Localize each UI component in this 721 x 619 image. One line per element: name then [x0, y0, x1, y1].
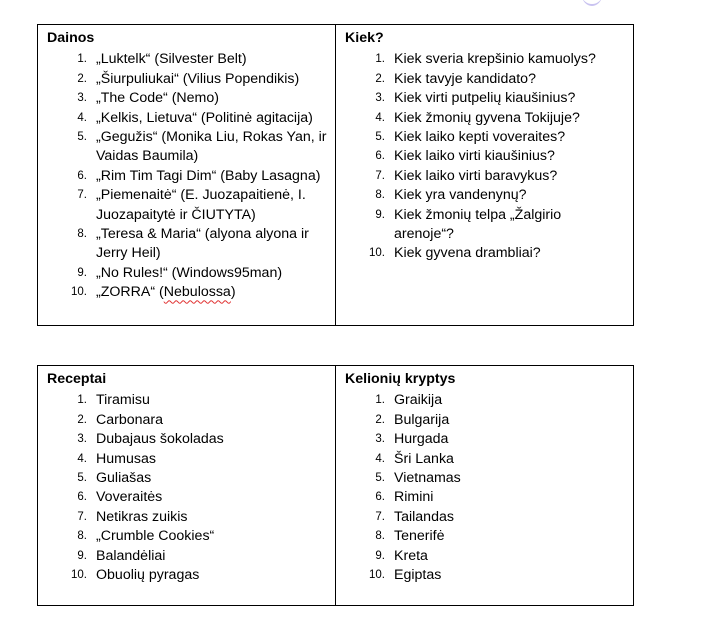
list-item: 7. Tailandas — [375, 508, 454, 525]
travel-cell — [336, 366, 634, 606]
list-item: 7. „Piemenaitė“ (E. Juozapaitienė, I. Juozapaitytė ir ČIUTYTA) — [77, 187, 306, 223]
songs-questions-table — [37, 24, 634, 326]
list-item: 3. Kiek virti putpelių kiaušinius? — [375, 90, 576, 107]
list-item: 4. Šri Lanka — [375, 450, 454, 467]
list-item: 9. Balandėliai — [77, 547, 166, 564]
list-item: 5. Vietnamas — [375, 470, 461, 487]
songs-heading: Dainos — [47, 30, 95, 46]
travel-heading: Kelionių kryptys — [345, 371, 456, 387]
list-item: 1. Tiramisu — [77, 392, 150, 409]
list-item: 7. Kiek laiko virti baravykus? — [375, 167, 558, 184]
list-item: 4. Kiek žmonių gyvena Tokijuje? — [375, 109, 580, 126]
list-item: 6. „Rim Tim Tagi Dim“ (Baby Lasagna) — [77, 167, 321, 184]
songs-list — [47, 50, 327, 302]
list-item: 5. „Gegužis“ (Monika Liu, Rokas Yan, ir Vaidas Baumila) — [77, 129, 327, 165]
list-item: 7. Netikras zuikis — [77, 508, 188, 525]
list-item: 10. „ZORRA“ (Nebulossa) — [71, 284, 236, 301]
list-item: 2. Carbonara — [77, 411, 164, 428]
list-item: 5. Guliašas — [77, 470, 152, 487]
questions-cell — [336, 25, 634, 326]
list-item: 3. Dubajaus šokoladas — [77, 431, 224, 448]
songs-cell — [38, 25, 336, 326]
list-item: 2. Bulgarija — [375, 411, 450, 428]
travel-list — [345, 391, 625, 585]
list-item: 1. Graikija — [375, 392, 443, 409]
list-item: 5. Kiek laiko kepti voveraites? — [375, 129, 566, 146]
list-item: 8. „Crumble Cookies“ — [77, 528, 215, 545]
list-item: 10. Kiek gyvena drambliai? — [369, 245, 541, 262]
recipes-travel-table — [37, 365, 634, 606]
decorative-arc — [582, 0, 602, 6]
list-item: 3. Hurgada — [375, 431, 449, 448]
list-item: 6. Voveraitės — [77, 489, 163, 506]
list-item: 4. „Kelkis, Lietuva“ (Politinė agitacija) — [77, 109, 313, 126]
list-item: 9. Kiek žmonių telpa „Žalgirio arenoje“? — [375, 206, 562, 243]
list-item: 10. Obuolių pyragas — [71, 567, 200, 584]
list-item: 10. Egiptas — [369, 567, 442, 584]
list-item: 8. Kiek yra vandenynų? — [375, 187, 527, 204]
list-item: 8. „Teresa & Maria“ (alyona alyona ir Jerry Heil) — [77, 226, 309, 262]
recipes-cell — [38, 366, 336, 606]
list-item: 8. Tenerifė — [375, 528, 445, 545]
questions-list — [345, 50, 625, 263]
questions-heading: Kiek? — [345, 30, 384, 46]
list-item: 3. „The Code“ (Nemo) — [77, 90, 219, 107]
list-item: 1. Kiek sveria krepšinio kamuolys? — [375, 51, 596, 68]
spellcheck-underlined-word: Nebulossa — [163, 284, 231, 301]
list-item: 6. Kiek laiko virti kiaušinius? — [375, 148, 555, 165]
list-item: 2. Kiek tavyje kandidato? — [375, 70, 536, 87]
list-item: 9. „No Rules!“ (Windows95man) — [77, 264, 283, 281]
list-item: 2. „Šiurpuliukai“ (Vilius Popendikis) — [77, 70, 300, 87]
list-item: 9. Kreta — [375, 547, 428, 564]
list-item: 1. „Luktelk“ (Silvester Belt) — [77, 51, 247, 68]
recipes-list — [47, 391, 327, 585]
list-item: 6. Rimini — [375, 489, 434, 506]
list-item: 4. Humusas — [77, 450, 156, 467]
recipes-heading: Receptai — [47, 371, 107, 387]
